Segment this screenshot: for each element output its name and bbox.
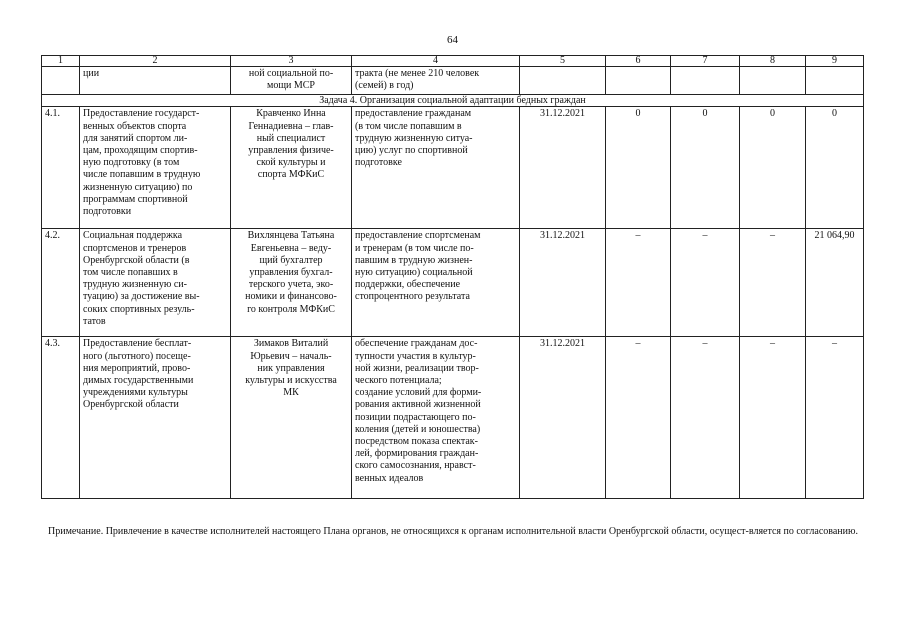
row-value-6: – <box>606 229 671 337</box>
table-row <box>42 107 864 229</box>
task-row <box>42 95 864 107</box>
row-value-7: 0 <box>671 107 740 229</box>
row-result: предоставление гражданам (в том числе попавшим в трудную жизненную ситуа- цию) услуг по спортивной подготовке <box>352 107 520 229</box>
column-number: 8 <box>740 56 806 67</box>
row-number: 4.2. <box>42 229 80 337</box>
row-date: 31.12.2021 <box>520 107 606 229</box>
continuation-row <box>42 67 864 95</box>
column-number: 4 <box>352 56 520 67</box>
column-number: 2 <box>80 56 231 67</box>
row-result: предоставление спортсменам и тренерам (в том числе по- павшим в трудную жизнен- ную ситуацию) социальной поддержки, обеспечение стопроцентного результата <box>352 229 520 337</box>
row-value-6: 0 <box>606 107 671 229</box>
row-value-8: – <box>740 337 806 499</box>
column-number: 3 <box>231 56 352 67</box>
table-row <box>42 337 864 499</box>
row-number: 4.1. <box>42 107 80 229</box>
cell-responsible: ной социальной по- мощи МСР <box>231 67 352 95</box>
cell-activity: ции <box>80 67 231 95</box>
row-value-9: – <box>806 337 864 499</box>
row-value-8: 0 <box>740 107 806 229</box>
row-result: обеспечение гражданам дос- тупности участия в культур- ной жизни, реализации твор- ческого потенциала; создание условий для форми- рования активной жизненной позиции подрастающего по- коления (детей и юношества) посредством показа спектак- лей, формирования граждан- ского самосознания, нравст- венных идеалов <box>352 337 520 499</box>
footnote: Примечание. Привлечение в качестве исполнителей настоящего Плана органов, не относящихся к органам исполнительной власти Оренбургской области, осущест-вляется по согласованию. <box>48 526 858 537</box>
row-value-8: – <box>740 229 806 337</box>
row-responsible: Кравченко Инна Геннадиевна – глав- ный специалист управления физиче- ской культуры и спорта МФКиС <box>231 107 352 229</box>
row-activity: Предоставление государст- венных объектов спорта для занятий спортом ли- цам, проходящим спортив- ную подготовку (в том числе попавшим в трудную жизненную ситуацию) по программам спортивной подготовки <box>80 107 231 229</box>
row-value-9: 0 <box>806 107 864 229</box>
row-value-7: – <box>671 229 740 337</box>
page-number: 64 <box>447 34 458 46</box>
cell-value <box>740 67 806 95</box>
task-title: Задача 4. Организация социальной адаптации бедных граждан <box>42 95 864 107</box>
column-number: 5 <box>520 56 606 67</box>
row-value-7: – <box>671 337 740 499</box>
row-activity: Социальная поддержка спортсменов и тренеров Оренбургской области (в том числе попавших в трудную жизненную си- туацию) за достижение вы- соких спортивных резуль- татов <box>80 229 231 337</box>
cell-value <box>671 67 740 95</box>
cell-date <box>520 67 606 95</box>
table-row <box>42 229 864 337</box>
cell-result: тракта (не менее 210 человек (семей) в год) <box>352 67 520 95</box>
column-number: 7 <box>671 56 740 67</box>
column-number: 6 <box>606 56 671 67</box>
row-date: 31.12.2021 <box>520 337 606 499</box>
row-number: 4.3. <box>42 337 80 499</box>
row-activity: Предоставление бесплат- ного (льготного) посеще- ния мероприятий, прово- димых государственными учреждениями культуры Оренбургской области <box>80 337 231 499</box>
cell-value <box>606 67 671 95</box>
row-value-6: – <box>606 337 671 499</box>
row-responsible: Вихлянцева Татьяна Евгеньевна – веду- щий бухгалтер управления бухгал- терского учета, эко- номики и финансово- го контроля МФКиС <box>231 229 352 337</box>
row-responsible: Зимаков Виталий Юрьевич – началь- ник управления культуры и искусства МК <box>231 337 352 499</box>
row-date: 31.12.2021 <box>520 229 606 337</box>
column-number: 9 <box>806 56 864 67</box>
cell-number <box>42 67 80 95</box>
column-number: 1 <box>42 56 80 67</box>
plan-table <box>41 55 864 499</box>
column-number-row <box>42 56 864 67</box>
row-value-9: 21 064,90 <box>806 229 864 337</box>
cell-value <box>806 67 864 95</box>
